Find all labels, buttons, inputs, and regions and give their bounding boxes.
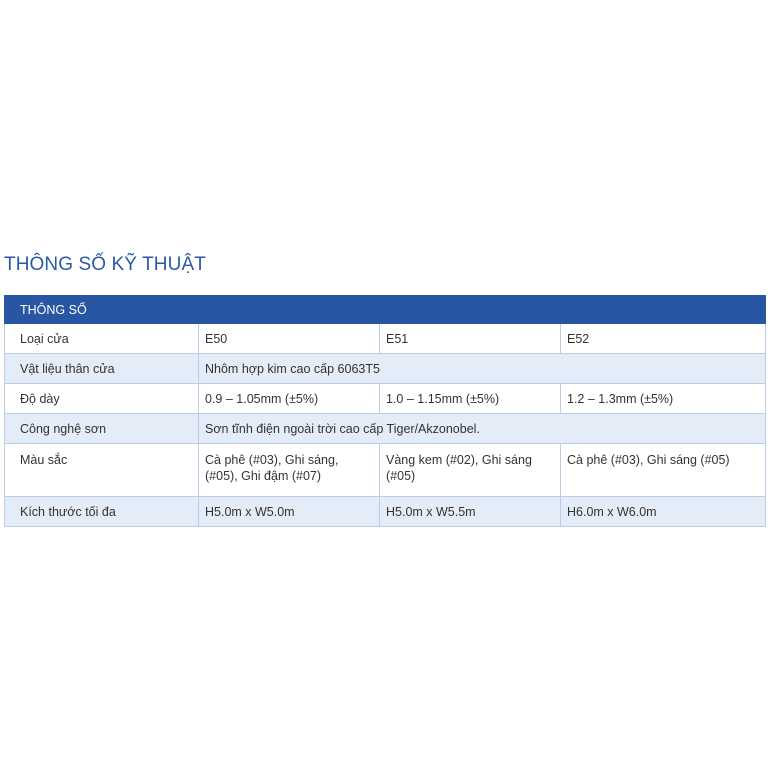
- cell-size-e51: H5.0m x W5.5m: [380, 497, 561, 527]
- row-label: Kích thước tối đa: [5, 497, 199, 527]
- cell-thickness-e50: 0.9 – 1.05mm (±5%): [199, 384, 380, 414]
- row-label: Loại cửa: [5, 324, 199, 354]
- row-label: Công nghệ sơn: [5, 414, 199, 444]
- row-label: Độ dày: [5, 384, 199, 414]
- row-paint-technology: [5, 414, 766, 444]
- cell-colors-e52: Cà phê (#03), Ghi sáng (#05): [561, 444, 766, 497]
- row-thickness: [5, 384, 766, 414]
- row-label: Vật liệu thân cửa: [5, 354, 199, 384]
- spec-table: [4, 295, 766, 527]
- cell-size-e50: H5.0m x W5.0m: [199, 497, 380, 527]
- page-title: THÔNG SỐ KỸ THUẬT: [4, 254, 206, 275]
- cell-colors-e51: Vàng kem (#02), Ghi sáng (#05): [380, 444, 561, 497]
- cell-colors-e50: Cà phê (#03), Ghi sáng, (#05), Ghi đậm (#07): [199, 444, 380, 497]
- cell-e51: E51: [380, 324, 561, 354]
- table-header-row: [5, 296, 766, 324]
- table-header: THÔNG SỐ: [5, 296, 766, 324]
- row-colors: [5, 444, 766, 497]
- cell-e52: E52: [561, 324, 766, 354]
- row-door-type: [5, 324, 766, 354]
- row-max-size: [5, 497, 766, 527]
- cell-e50: E50: [199, 324, 380, 354]
- cell-material: Nhôm hợp kim cao cấp 6063T5: [199, 354, 766, 384]
- cell-size-e52: H6.0m x W6.0m: [561, 497, 766, 527]
- row-material: [5, 354, 766, 384]
- cell-thickness-e51: 1.0 – 1.15mm (±5%): [380, 384, 561, 414]
- row-label: Màu sắc: [5, 444, 199, 497]
- cell-paint: Sơn tĩnh điện ngoài trời cao cấp Tiger/Akzonobel.: [199, 414, 766, 444]
- cell-thickness-e52: 1.2 – 1.3mm (±5%): [561, 384, 766, 414]
